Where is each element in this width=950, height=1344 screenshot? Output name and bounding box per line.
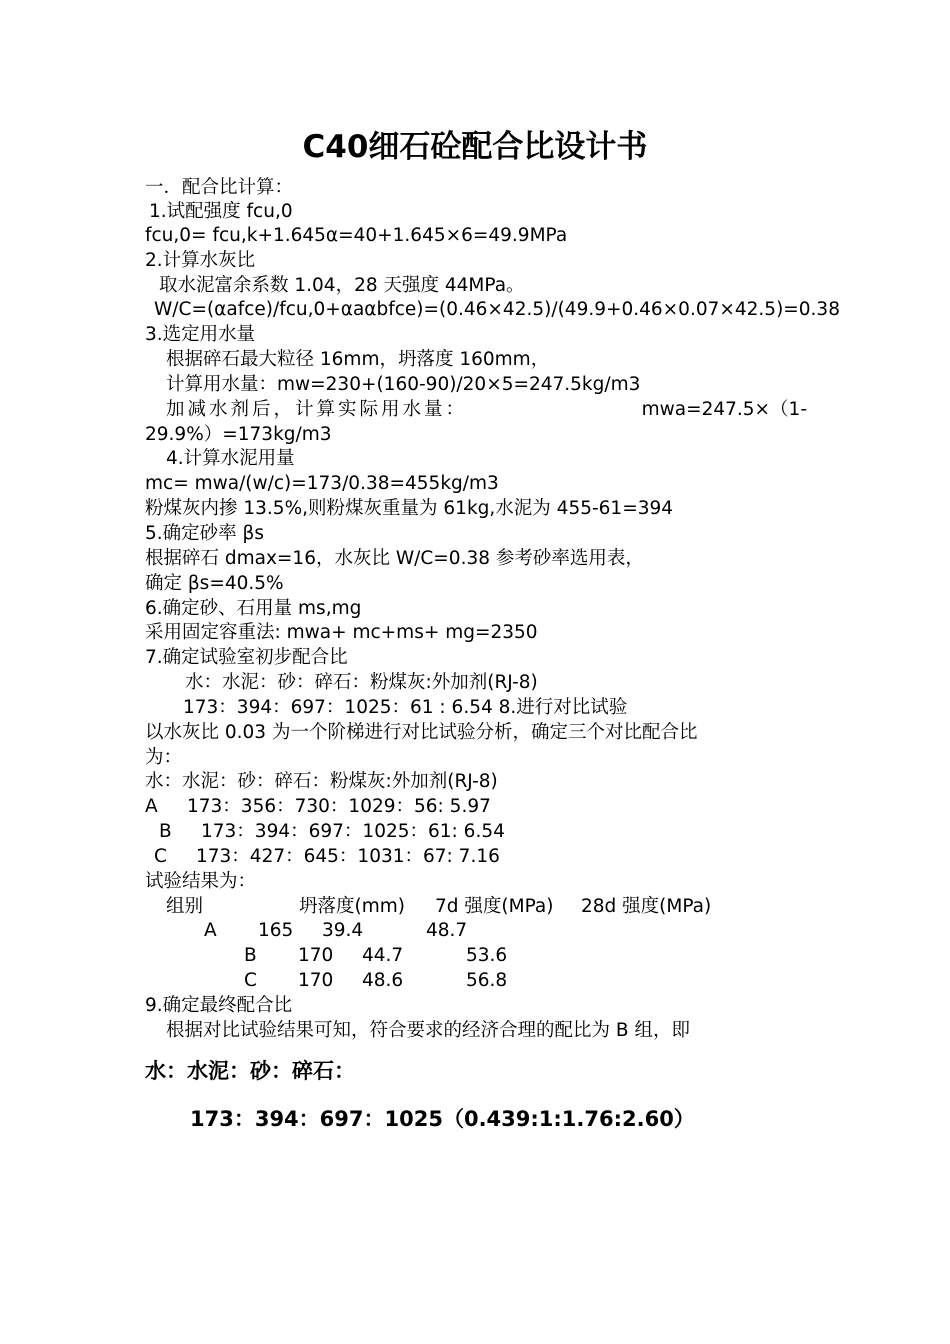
step4-text: 粉煤灰内掺 13.5%,则粉煤灰重量为 61kg,水泥为 455-61=394 <box>145 498 674 519</box>
final-ratio-label: 水：水泥：砂：碎石： <box>145 1059 355 1083</box>
step4-heading: 4.计算水泥用量 <box>166 448 295 469</box>
results-cell: 44.7 <box>362 945 404 966</box>
step1-formula: fcu,0= fcu,k+1.645α=40+1.645×6=49.9MPa <box>145 225 568 246</box>
step1-heading: 1.试配强度 fcu,0 <box>149 201 293 222</box>
results-cell: 48.7 <box>426 920 468 941</box>
results-header-7d: 7d 强度(MPa) <box>435 896 554 917</box>
step5-heading: 5.确定砂率 βs <box>145 523 264 544</box>
step9-text: 根据对比试验结果可知，符合要求的经济合理的配比为 B 组，即 <box>166 1020 690 1041</box>
step8-ratio-header: 水：水泥：砂：碎石：粉煤灰:外加剂(RJ-8) <box>145 771 498 792</box>
step6-heading: 6.确定砂、石用量 ms,mg <box>145 598 362 619</box>
results-cell: 56.8 <box>466 970 508 991</box>
results-cell: 170 <box>298 945 334 966</box>
step3-formula: 计算用水量：mw=230+(160-90)/20×5=247.5kg/m3 <box>166 374 641 395</box>
step4-formula: mc= mwa/(w/c)=173/0.38=455kg/m3 <box>145 473 499 494</box>
final-ratio-values: 173：394：697：1025（0.439:1:1.76:2.60） <box>190 1107 695 1131</box>
mix-row <box>154 845 500 869</box>
mix-row <box>145 795 491 819</box>
mix-values: 173：394：697：1025：61: 6.54 <box>201 821 505 842</box>
mix-row <box>159 820 505 844</box>
results-cell: 165 <box>258 920 294 941</box>
mix-label: A <box>145 796 158 817</box>
document-title: C40细石砼配合比设计书 <box>302 129 648 165</box>
step2-formula: W/C=(αafce)/fcu,0+αaαbfce)=(0.46×42.5)/(49.9+0.46×0.07×42.5)=0.38 <box>154 299 840 320</box>
step7-ratio-header: 水：水泥：砂：碎石：粉煤灰:外加剂(RJ-8) <box>185 672 538 693</box>
step9-heading: 9.确定最终配合比 <box>145 995 293 1016</box>
results-title: 试验结果为： <box>145 871 257 892</box>
step3-text: 根据碎石最大粒径 16mm，坍落度 160mm， <box>166 349 550 370</box>
step3-result: 29.9%）=173kg/m3 <box>145 424 332 445</box>
step3-justified-line <box>145 398 807 422</box>
step3-text-part: 加减水剂后，计算实际用水量： <box>166 399 468 420</box>
step6-formula: 采用固定容重法: mwa+ mc+ms+ mg=2350 <box>145 622 538 643</box>
step7-ratio-values: 173：394：697：1025：61 : 6.54 8.进行对比试验 <box>183 697 628 718</box>
results-cell: 39.4 <box>322 920 364 941</box>
step3-heading: 3.选定用水量 <box>145 324 256 345</box>
results-cell: 48.6 <box>362 970 404 991</box>
step2-heading: 2.计算水灰比 <box>145 250 256 271</box>
mix-label: C <box>154 846 167 867</box>
results-header-slump: 坍落度(mm) <box>299 896 405 917</box>
step7-heading: 7.确定试验室初步配合比 <box>145 647 348 668</box>
step8-text-cont: 为： <box>145 747 183 768</box>
step5-result: 确定 βs=40.5% <box>145 573 284 594</box>
results-cell: C <box>244 970 257 991</box>
section-heading: 一．配合比计算： <box>145 177 294 198</box>
step5-text: 根据碎石 dmax=16，水灰比 W/C=0.38 参考砂率选用表， <box>145 548 644 569</box>
step3-formula-part: mwa=247.5×（1- <box>641 399 807 420</box>
results-cell: 170 <box>298 970 334 991</box>
mix-values: 173：427：645：1031：67: 7.16 <box>196 846 500 867</box>
results-header-group: 组别 <box>166 896 204 917</box>
step8-text: 以水灰比 0.03 为一个阶梯进行对比试验分析，确定三个对比配合比 <box>145 722 698 743</box>
results-header-28d: 28d 强度(MPa) <box>581 896 712 917</box>
results-cell: B <box>244 945 257 966</box>
mix-label: B <box>159 821 172 842</box>
mix-values: 173：356：730：1029：56: 5.97 <box>187 796 491 817</box>
step2-text: 取水泥富余系数 1.04，28 天强度 44MPa。 <box>159 275 525 296</box>
results-cell: A <box>204 920 217 941</box>
results-cell: 53.6 <box>466 945 508 966</box>
